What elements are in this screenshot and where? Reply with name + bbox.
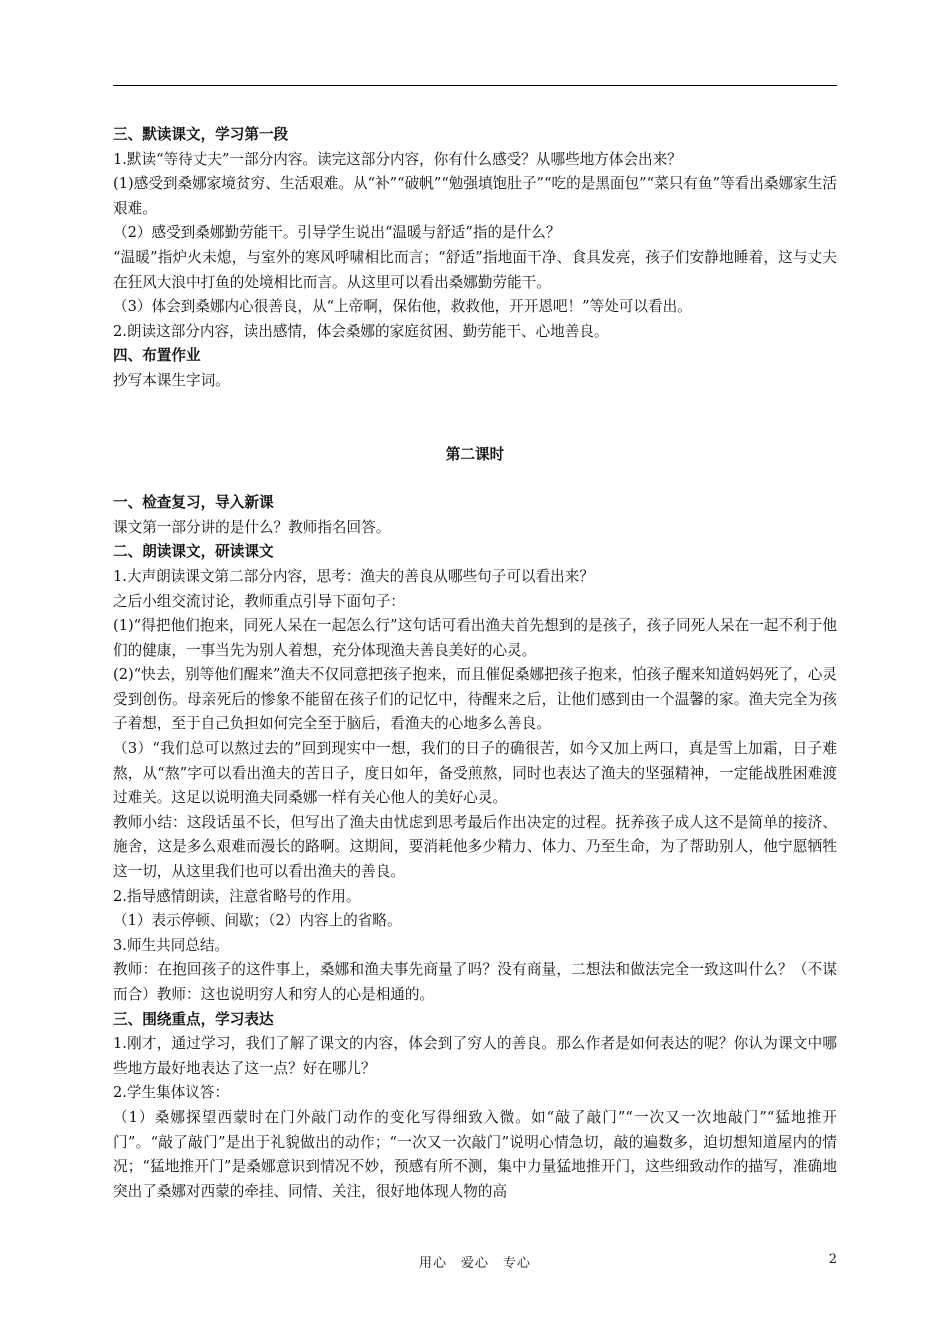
lesson-title: 第二课时 bbox=[445, 445, 505, 463]
paragraph: 3.师生共同总结。 bbox=[113, 936, 230, 954]
paragraph: （1）桑娜探望西蒙时在门外敲门动作的变化写得细致入微。如“敲了敲门”“一次又一次地敲门”“猛地推开门”。“敲了敲门”是出于礼貌做出的动作；“一次又一次敲门”说明心情急切，敲的遍数多，迫切想知道屋内的情况；“猛地推开门”是桑娜意识到情况不妙，预感有所不测，集中力量猛地推开门，这些细致动作的描写，准确地突出了桑娜对西蒙的牵挂、同情、关注，很好地体现人物的高 bbox=[113, 1108, 837, 1200]
paragraph: （1）表示停顿、间歇；（2）内容上的省略。 bbox=[113, 912, 402, 930]
section-heading: 二、朗读课文，研读课文 bbox=[113, 543, 274, 561]
paragraph: （3）“我们总可以熬过去的”回到现实中一想，我们的日子的确很苦，如今又加上两口，真是雪上加霜，日子难熬，从“熬”字可以看出渔夫的苦日子，度日如年，备受煎熬，同时也表达了渔夫的坚强精神，一定能战胜困难渡过难关。这足以说明渔夫同桑娜一样有关心他人的美好心灵。 bbox=[113, 740, 837, 807]
paragraph: 1.大声朗读课文第二部分内容，思考：渔夫的善良从哪些句子可以看出来？ bbox=[113, 567, 594, 585]
paragraph: (1)“得把他们抱来，同死人呆在一起怎么行”这句话可看出渔夫首先想到的是孩子，孩子同死人呆在一起不利于他们的健康，一事当先为别人着想，充分体现渔夫善良美好的心灵。 bbox=[113, 617, 837, 659]
page-number: 2 bbox=[828, 1252, 837, 1267]
section-heading: 三、围绕重点，学习表达 bbox=[113, 1010, 274, 1028]
paragraph: 2.朗读这部分内容，读出感情，体会桑娜的家庭贫困、勤劳能干、心地善良。 bbox=[113, 322, 609, 340]
paragraph: 1.刚才，通过学习，我们了解了课文的内容，体会到了穷人的善良。那么作者是如何表达的呢？你认为课文中哪些地方最好地表达了这一点？好在哪儿？ bbox=[113, 1035, 837, 1077]
spacer bbox=[113, 467, 837, 491]
paragraph: 2.学生集体议答： bbox=[113, 1084, 230, 1102]
spacer bbox=[113, 394, 837, 443]
paragraph: 1.默读“等待丈夫”一部分内容。读完这部分内容，你有什么感受？从哪些地方体会出来？ bbox=[113, 150, 682, 168]
page-content bbox=[113, 123, 837, 1204]
header-rule bbox=[113, 85, 837, 86]
paragraph: “温暖”指炉火未熄，与室外的寒风呼啸相比而言；“舒适”指地面干净、食具发亮，孩子们安静地睡着，这与丈夫在狂风大浪中打鱼的处境相比而言。从这里可以看出桑娜勤劳能干。 bbox=[113, 248, 837, 291]
paragraph: 课文第一部分讲的是什么？教师指名回答。 bbox=[113, 518, 391, 536]
paragraph: 教师小结：这段话虽不长，但写出了渔夫由忧虑到思考最后作出决定的过程。抚养孩子成人这不是简单的接济、施舍，这是多么艰难而漫长的路啊。这期间，要消耗他多少精力、体力、乃至生命，为了帮助别人，他宁愿牺牲这一切，从这里我们也可以看出渔夫的善良。 bbox=[113, 813, 837, 881]
paragraph: 教师：在抱回孩子的这件事上，桑娜和渔夫事先商量了吗？没有商量，二想法和做法完全一致这叫什么？（不谋而合）教师：这也说明穷人和穷人的心是相通的。 bbox=[113, 961, 837, 1003]
paragraph: (1)感受到桑娜家境贫穷、生活艰难。从“补”“破帆”“勉强填饱肚子”“吃的是黑面包”“菜只有鱼”等看出桑娜家生活艰难。 bbox=[113, 175, 837, 217]
paragraph: 2.指导感情朗读，注意省略号的作用。 bbox=[113, 887, 361, 905]
paragraph: （3）体会到桑娜内心很善良，从“上帝啊，保佑他，救救他，开开恩吧！”等处可以看出。 bbox=[113, 298, 692, 316]
paragraph: 之后小组交流讨论，教师重点引导下面句子： bbox=[113, 592, 405, 610]
paragraph: 抄写本课生字词。 bbox=[113, 371, 230, 389]
section-heading: 三、默读课文，学习第一段 bbox=[113, 126, 289, 143]
paragraph: (2)“快去，别等他们醒来”渔夫不仅同意把孩子抱来，而且催促桑娜把孩子抱来，怕孩子醒来知道妈妈死了，心灵受到创伤。母亲死后的惨象不能留在孩子们的记忆中，待醒来之后，让他们感到由一个温馨的家。渔夫完全为孩子着想，至于自己负担如何完全至于脑后，看渔夫的心地多么善良。 bbox=[113, 666, 837, 733]
section-heading: 一、检查复习，导入新课 bbox=[113, 494, 274, 512]
page-footer bbox=[113, 1252, 837, 1276]
paragraph: （2）感受到桑娜勤劳能干。引导学生说出“温暖与舒适”指的是什么？ bbox=[113, 224, 561, 242]
section-heading: 四、布置作业 bbox=[113, 347, 201, 365]
footer-slogan: 用心 爱心 专心 bbox=[418, 1256, 531, 1271]
